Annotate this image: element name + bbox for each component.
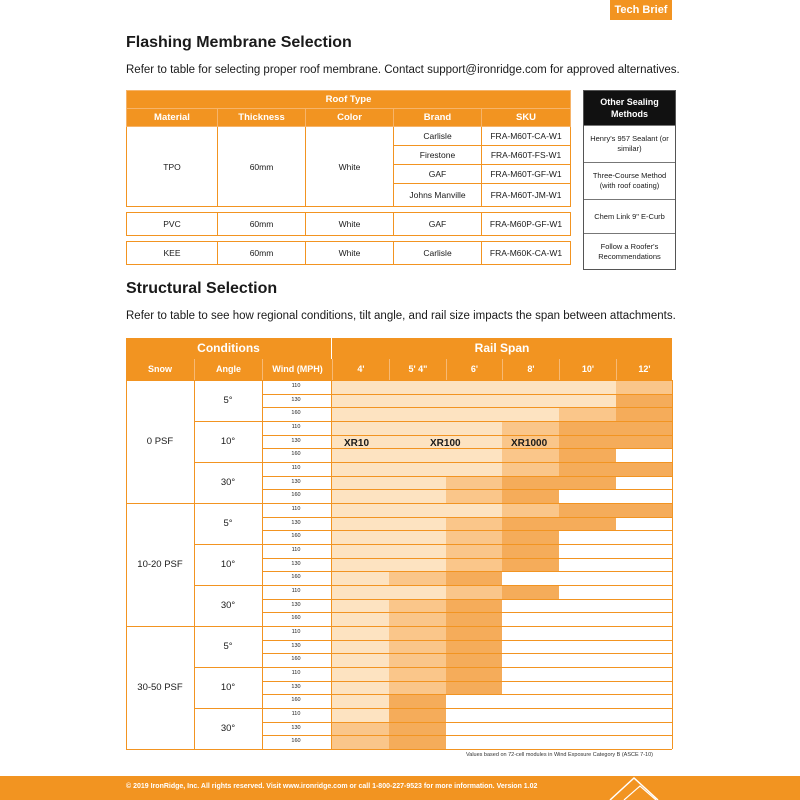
span-header: 6' — [446, 359, 502, 380]
span-header: 4' — [332, 359, 389, 380]
angle-label: 10° — [220, 682, 236, 694]
wind-label: 110 — [291, 424, 301, 430]
wind-label: 130 — [291, 396, 301, 403]
wind-label: 110 — [291, 670, 301, 677]
angle-label: 10° — [220, 436, 236, 447]
wind-label: 160 — [291, 738, 301, 745]
angle-label: 5° — [223, 641, 233, 653]
tpo-brand: Firestone — [394, 146, 482, 165]
grid-line — [262, 722, 672, 723]
grid-line — [126, 380, 672, 381]
grid-line — [262, 435, 672, 436]
roof-type-table — [126, 90, 571, 265]
rail-span-fill-xr10 — [332, 599, 389, 613]
section-intro-structural: Refer to table to see how regional conditions, tilt angle, and rail size impacts the span between attachments. — [126, 310, 676, 322]
grid-line — [262, 735, 672, 736]
wind-label: 110 — [291, 629, 301, 636]
grid-line — [331, 380, 332, 749]
wind-label: 160 — [291, 697, 301, 704]
tpo-material: TPO — [127, 127, 218, 207]
grid-line — [262, 694, 672, 695]
tpo-brand: GAF — [394, 165, 482, 184]
grid-line — [126, 626, 672, 627]
rail-xr1000-label: XR1000 — [511, 438, 548, 449]
rail-span-fill-xr10 — [332, 489, 446, 503]
wind-label: 130 — [291, 437, 301, 444]
section-title-structural: Structural Selection — [126, 280, 278, 297]
rail-xr100-label: XR100 — [430, 438, 461, 449]
rail-span-fill-xr10 — [332, 667, 389, 681]
wind-label: 130 — [291, 683, 301, 690]
grid-line — [194, 462, 672, 463]
wind-label: 130 — [291, 560, 301, 567]
footnote: Values based on 72-cell modules in Wind Exposure Category B (ASCE 7-10) — [466, 752, 653, 758]
rail-span-fill-xr10 — [332, 517, 446, 531]
rail-xr10-label: XR10 — [344, 438, 370, 449]
footer-text: © 2019 IronRidge, Inc. All rights reserved. Visit www.ironridge.com or call 1-800-227-9523 for more information. Version 1.02 — [126, 783, 538, 790]
wind-label: 160 — [291, 492, 301, 499]
pvc-brand: GAF — [394, 213, 482, 236]
rail-span-fill-xr10 — [332, 681, 389, 695]
rail-span-fill-xr10 — [332, 640, 389, 654]
grid-line — [194, 585, 672, 586]
method-item: Henry's 957 Sealant (or similar) — [584, 125, 675, 162]
grid-line — [262, 640, 672, 641]
wind-label: 110 — [291, 547, 301, 554]
method-item: Three-Course Method (with roof coating) — [584, 162, 675, 199]
pvc-sku: FRA-M60P-GF-W1 — [482, 213, 571, 236]
conditions-header: Conditions — [126, 338, 331, 359]
snow-label: 30-50 PSF — [137, 682, 183, 693]
wind-label: 160 — [291, 615, 301, 622]
grid-line — [262, 612, 672, 613]
rail-span-fill-xr10 — [332, 653, 389, 667]
grid-line — [126, 380, 127, 749]
rail-span-fill-xr10 — [332, 530, 446, 544]
span-header: 10' — [559, 359, 616, 380]
rail-span-header: Rail Span — [332, 338, 672, 359]
wind-label: 110 — [291, 465, 301, 472]
grid-line — [262, 448, 672, 449]
col-material: Material — [127, 109, 218, 127]
grid-line — [262, 489, 672, 490]
angle-label: 10° — [220, 559, 236, 571]
grid-line — [194, 421, 672, 422]
tpo-sku: FRA-M60T-JM-W1 — [482, 184, 571, 207]
rail-span-fill-xr10 — [332, 612, 389, 626]
grid-line — [262, 394, 672, 395]
grid-line — [262, 530, 672, 531]
wind-label: 130 — [291, 642, 301, 649]
grid-line — [194, 667, 672, 668]
wind-label: 160 — [291, 533, 301, 540]
tpo-brand: Johns Manville — [394, 184, 482, 207]
col-snow: Snow — [126, 359, 194, 380]
kee-sku: FRA-M60K-CA-W1 — [482, 242, 571, 265]
col-wind: Wind (MPH) — [262, 359, 332, 380]
col-sku: SKU — [482, 109, 571, 127]
pvc-material: PVC — [127, 213, 218, 236]
tpo-sku: FRA-M60T-FS-W1 — [482, 146, 571, 165]
kee-brand: Carlisle — [394, 242, 482, 265]
col-thickness: Thickness — [218, 109, 306, 127]
angle-label: 30° — [220, 477, 236, 489]
grid-line — [262, 517, 672, 518]
grid-line — [262, 599, 672, 600]
rail-span-fill-xr10 — [332, 380, 616, 394]
wind-label: 110 — [291, 383, 301, 389]
grid-line — [126, 749, 672, 750]
grid-line — [672, 380, 673, 749]
rail-span-fill-xr10 — [332, 421, 502, 435]
angle-label: 5° — [223, 395, 233, 406]
rail-span-fill-xr10 — [332, 571, 389, 585]
rail-span-fill-xr10 — [332, 626, 389, 640]
grid-line — [194, 380, 195, 749]
wind-label: 110 — [291, 506, 301, 513]
kee-color: White — [306, 242, 394, 265]
wind-label: 130 — [291, 601, 301, 608]
other-methods-title: Other Sealing Methods — [584, 91, 675, 125]
wind-label: 160 — [291, 451, 301, 458]
other-sealing-methods — [583, 90, 676, 270]
angle-label: 30° — [220, 723, 236, 735]
footer-bar — [0, 776, 800, 800]
tpo-thickness: 60mm — [218, 127, 306, 207]
rail-span-fill-xr10 — [332, 462, 502, 476]
wind-label: 130 — [291, 478, 301, 485]
snow-label: 10-20 PSF — [137, 559, 183, 570]
grid-line — [126, 503, 672, 504]
col-brand: Brand — [394, 109, 482, 127]
rail-span-fill-xr10 — [332, 448, 502, 462]
grid-line — [262, 558, 672, 559]
rail-span-fill-xr100 — [332, 722, 389, 736]
pvc-thickness: 60mm — [218, 213, 306, 236]
section-title-flashing: Flashing Membrane Selection — [126, 34, 352, 51]
section-intro-flashing: Refer to table for selecting proper roof membrane. Contact support@ironridge.com for approved alternatives. — [126, 64, 680, 76]
rail-span-fill-xr10 — [332, 544, 446, 558]
grid-line — [194, 708, 672, 709]
span-header: 5' 4" — [389, 359, 446, 380]
kee-material: KEE — [127, 242, 218, 265]
wind-label: 160 — [291, 656, 301, 663]
snow-label: 0 PSF — [146, 436, 174, 447]
rail-span-fill-xr10 — [332, 585, 446, 599]
rail-span-fill-xr100 — [332, 735, 389, 749]
grid-line — [262, 571, 672, 572]
rail-span-fill-xr10 — [332, 708, 389, 722]
rail-span-fill-xr10 — [332, 503, 502, 517]
method-item: Chem Link 9" E-Curb — [584, 199, 675, 233]
roof-logo-icon — [600, 776, 680, 800]
tpo-brand: Carlisle — [394, 127, 482, 146]
rail-span-fill-xr10 — [332, 476, 446, 490]
structural-selection-table — [126, 338, 672, 748]
wind-label: 160 — [291, 410, 301, 417]
tpo-sku: FRA-M60T-CA-W1 — [482, 127, 571, 146]
grid-line — [262, 476, 672, 477]
col-angle: Angle — [194, 359, 262, 380]
angle-label: 5° — [223, 518, 233, 530]
span-header: 8' — [502, 359, 559, 380]
wind-label: 130 — [291, 724, 301, 731]
kee-thickness: 60mm — [218, 242, 306, 265]
grid-line — [262, 653, 672, 654]
wind-label: 130 — [291, 519, 301, 526]
tpo-color: White — [306, 127, 394, 207]
rail-span-fill-xr10 — [332, 407, 559, 421]
grid-line — [194, 544, 672, 545]
span-header: 12' — [616, 359, 672, 380]
col-color: Color — [306, 109, 394, 127]
wind-label: 110 — [291, 588, 301, 595]
grid-line — [262, 681, 672, 682]
wind-label: 160 — [291, 574, 301, 581]
wind-label: 110 — [291, 711, 301, 718]
angle-label: 30° — [220, 600, 236, 612]
grid-line — [262, 380, 263, 749]
method-item: Follow a Roofer's Recommendations — [584, 233, 675, 269]
pvc-color: White — [306, 213, 394, 236]
roof-type-header: Roof Type — [127, 91, 571, 109]
tpo-sku: FRA-M60T-GF-W1 — [482, 165, 571, 184]
rail-span-fill-xr10 — [332, 694, 389, 708]
rail-span-fill-xr10 — [332, 558, 446, 572]
tech-brief-badge: Tech Brief — [610, 0, 672, 20]
grid-line — [262, 407, 672, 408]
rail-span-fill-xr10 — [332, 394, 616, 408]
